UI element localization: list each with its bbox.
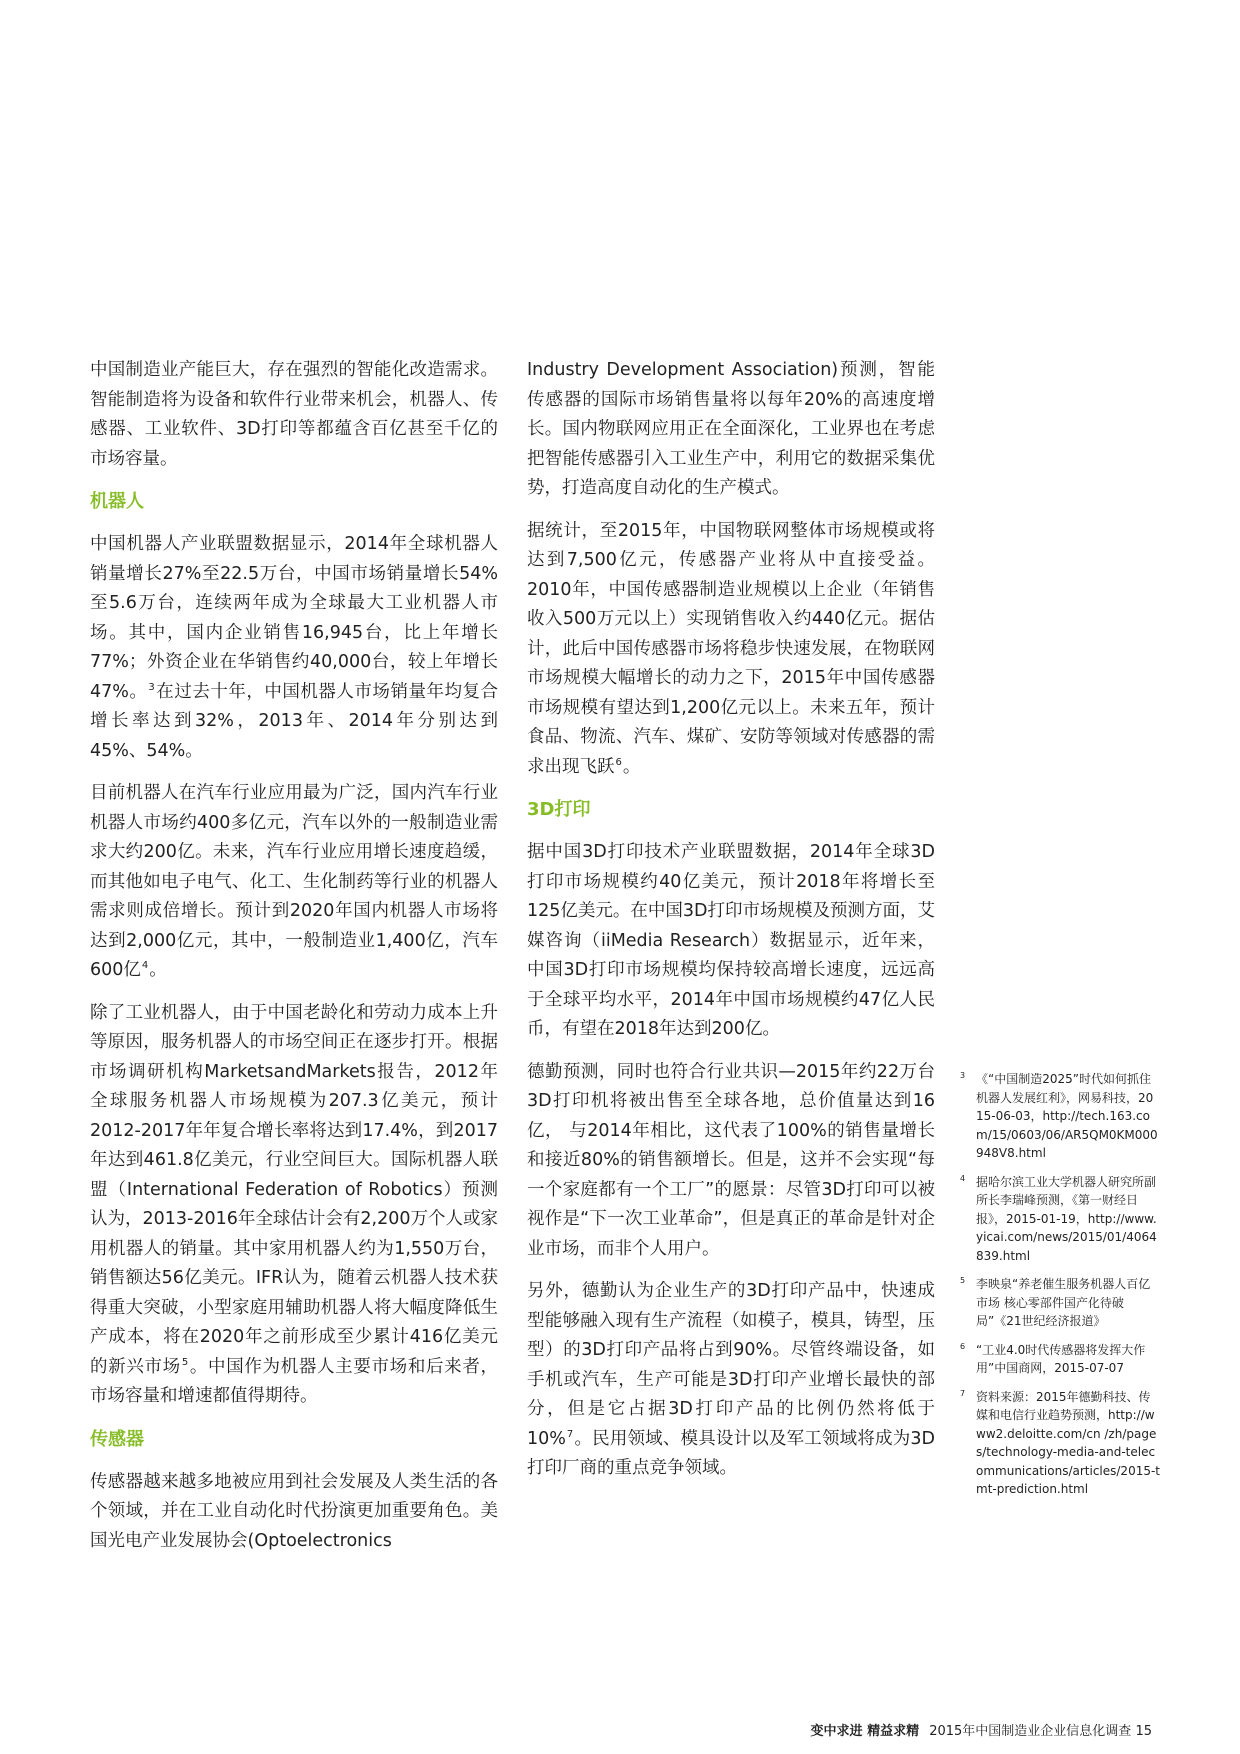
footnote-ref-3: 3 <box>148 681 155 693</box>
3d-printing-paragraph-1: 据中国3D打印技术产业联盟数据，2014年全球3D打印市场规模约40亿美元，预计2018年将增长至125亿美元。在中国3D打印市场规模及预测方面，艾媒咨询（iiMedia Research）数据显示，近年来，中国3D打印市场规模均保持较高增长速度，远远高于全球平均水平，2014年中国市场规模约47亿人民币，有望在2018年达到200亿。 <box>527 842 936 1039</box>
robot-paragraph-1: 中国机器人产业联盟数据显示，2014年全球机器人销量增长27%至22.5万台，中国市场销量增长54%至5.6万台，连续两年成为全球最大工业机器人市场。其中，国内企业销售16,945台，比上年增长77%；外资企业在华销售约40,000台，较上年增长47%。$^3$在过去十年，中国机器人市场销量年均复合增长率达到32%，2013年、2014年分别达到45%、54%。 <box>90 534 498 761</box>
page-number: 15 <box>1135 1724 1152 1739</box>
3d-printing-paragraph-3: 另外，德勤认为企业生产的3D打印产品中，快速成型能够融入现有生产流程（如模子，模具，铸型，压型）的3D打印产品将占到90%。尽管终端设备，如手机或汽车，生产可能是3D打印产业增长最快的部分，但是它占据3D打印产品的比例仍然将低于10%$^7$。民用领域、模具设计以及军工领域将成为3D打印厂商的重点竞争领域。 <box>527 1281 935 1478</box>
left-column <box>90 356 498 1569</box>
footnote-text: 李映泉“养老催生服务机器人百亿市场 核心零部件国产化待破局”《21世纪经济报道》 <box>976 1277 1151 1328</box>
footnote-text: 据哈尔滨工业大学机器人研究所副所长李瑞峰预测，《第一财经日报》，2015-01-19，http://www.yicai.com/news/2015/01/4064839.html <box>976 1174 1157 1263</box>
sensor-paragraph-1: 传感器越来越多地被应用到社会发展及人类生活的各个领域，并在工业自动化时代扮演更加重要角色。美国光电产业发展协会(Optoelectronics <box>90 1471 498 1551</box>
footnote-number: 4 <box>960 1173 966 1183</box>
footnote-text: 资料来源：2015年德勤科技、传媒和电信行业趋势预测，http://www2.deloitte.com/cn /zh/pages/technology-media-and-telecommunications/articles/2015-tmt-prediction.html <box>976 1389 1161 1496</box>
footnote-ref-4: 4 <box>141 960 149 972</box>
intro-paragraph: 中国制造业产能巨大，存在强烈的智能化改造需求。智能制造将为设备和软件行业带来机会，机器人、传感器、工业软件、3D打印等都蕴含百亿甚至千亿的市场容量。 <box>90 360 498 469</box>
footnote-3 <box>960 1070 1160 1163</box>
robot-paragraph-3: 除了工业机器人，由于中国老龄化和劳动力成本上升等原因，服务机器人的市场空间正在逐步打开。根据市场调研机构MarketsandMarkets报告，2012年全球服务机器人市场规模为207.3亿美元，预计2012-2017年年复合增长率将达到17.4%，到2017年达到461.8亿美元，行业空间巨大。国际机器人联盟（International Federation of Robotics）预测认为，2013-2016年全球估计会有2,200万个人或家用机器人的销量。其中家用机器人约为1,550万台，销售额达56亿美元。IFR认为，随着云机器人技术获得重大突破，小型家庭用辅助机器人将大幅度降低生产成本，将在2020年之前形成至少累计416亿美元的新兴市场$^5$。中国作为机器人主要市场和后来者，市场容量和增速都值得期待。 <box>90 1002 499 1406</box>
footnote-ref-5: 5 <box>181 1356 189 1368</box>
sensor-paragraph-1-continued: Industry Development Association)预测，智能传感器的国际市场销售量将以每年20%的高速度增长。国内物联网应用正在全面深化，工业界也在考虑把智能传感器引入工业生产中，利用它的数据采集优势，打造高度自动化的生产模式。 <box>527 360 935 498</box>
footer-title: 2015年中国制造业企业信息化调查 <box>929 1724 1132 1739</box>
footnote-6 <box>960 1341 1160 1378</box>
footnote-text: 《“中国制造2025”时代如何抓住机器人发展红利》，网易科技，2015-06-03，http://tech.163.com/15/0603/06/AR5QM0KM000948V8.html <box>976 1072 1158 1160</box>
footnote-5 <box>960 1275 1160 1331</box>
sensor-section-heading: 传感器 <box>90 1428 144 1450</box>
footnote-4 <box>960 1173 1160 1266</box>
robot-paragraph-2: 目前机器人在汽车行业应用最为广泛，国内汽车行业机器人市场约400多亿元，汽车以外的一般制造业需求大约200亿。未来，汽车行业应用增长速度趋缓，而其他如电子电气、化工、生化制药等行业的机器人需求则成倍增长。预计到2020年国内机器人市场将达到2,000亿元，其中，一般制造业1,400亿，汽车600亿$^4$。 <box>90 783 498 980</box>
footnote-number: 7 <box>960 1388 966 1398</box>
footnotes-column <box>960 1070 1160 1509</box>
robot-section-heading: 机器人 <box>90 491 144 512</box>
middle-column <box>527 356 935 1497</box>
footnote-ref-6: 6 <box>615 756 622 768</box>
page-footer <box>811 1720 1152 1739</box>
footnote-number: 5 <box>960 1276 966 1285</box>
footnote-number: 6 <box>960 1341 966 1351</box>
footnote-ref-7: 7 <box>566 1428 574 1440</box>
footnote-number: 3 <box>960 1071 966 1080</box>
footnote-7 <box>960 1388 1160 1499</box>
footnote-text: “工业4.0时代传感器将发挥大作用”中国商网，2015-07-07 <box>976 1342 1146 1375</box>
sensor-paragraph-2: 据统计，至2015年，中国物联网整体市场规模或将达到7,500亿元，传感器产业将从中直接受益。2010年，中国传感器制造业规模以上企业（年销售收入500万元以上）实现销售收入约440亿元。据估计，此后中国传感器市场将稳步快速发展，在物联网市场规模大幅增长的动力之下，2015年中国传感器市场规模有望达到1,200亿元以上。未来五年，预计食品、物流、汽车、煤矿、安防等领域对传感器的需求出现飞跃$^6$。 <box>527 520 935 777</box>
footer-tagline: 变中求进 精益求精 <box>810 1724 920 1739</box>
3d-printing-section-heading: 3D打印 <box>527 799 591 820</box>
3d-printing-paragraph-2: 德勤预测，同时也符合行业共识—2015年约22万台3D打印机将被出售至全球各地，总价值量达到16亿， 与2014年相比，这代表了100%的销售量增长和接近80%的销售额增长。但是，这并不会实现“每一个家庭都有一个工厂”的愿景：尽管3D打印可以被视作是“下一次工业革命”，但是真正的革命是针对企业市场，而非个人用户。 <box>527 1061 935 1259</box>
